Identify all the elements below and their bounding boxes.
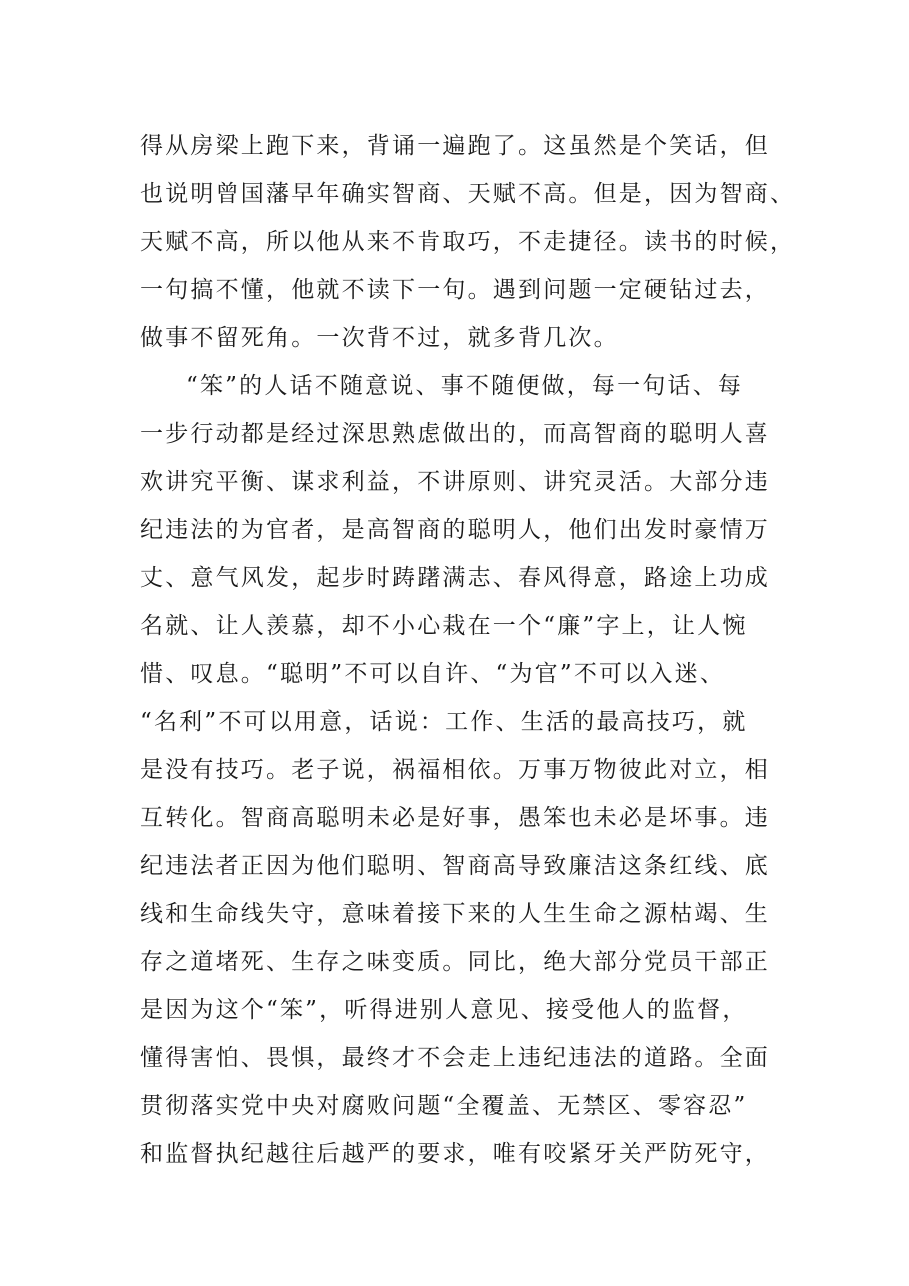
text-line: 名就、让人羡慕，却不小心栽在一个“廉”字上，让人惋 [140, 613, 748, 639]
text-line: “名利”不可以用意，话说：工作、生活的最高技巧，就 [140, 709, 748, 735]
text-line: 存之道堵死、生存之味变质。同比，绝大部分党员干部正 [140, 949, 770, 975]
text-line: 做事不留死角。一次背不过，就多背几次。 [140, 325, 619, 351]
text-line: 是没有技巧。老子说，祸福相依。万事万物彼此对立，相 [140, 757, 770, 783]
text-line: 贯彻落实党中央对腐败问题“全覆盖、无禁区、零容忍” [140, 1093, 748, 1119]
text-line: 懂得害怕、畏惧，最终才不会走上违纪违法的道路。全面 [140, 1045, 770, 1071]
text-line: 纪违法的为官者，是高智商的聪明人，他们出发时豪情万 [140, 517, 770, 543]
text-line: 互转化。智商高聪明未必是好事，愚笨也未必是坏事。违 [140, 805, 770, 831]
text-line: 天赋不高，所以他从来不肯取巧，不走捷径。读书的时候， [140, 229, 796, 255]
text-line: 纪违法者正因为他们聪明、智商高导致廉洁这条红线、底 [140, 853, 770, 879]
text-line: 和监督执纪越往后越严的要求，唯有咬紧牙关严防死守， [140, 1141, 770, 1167]
paragraph-first-line: “笨”的人话不随意说、事不随便做，每一句话、每 [186, 373, 744, 399]
text-line: 丈、意气风发，起步时踌躇满志、春风得意，路途上功成 [140, 565, 770, 591]
text-line: 一步行动都是经过深思熟虑做出的，而高智商的聪明人喜 [140, 421, 770, 447]
text-line: 欢讲究平衡、谋求利益，不讲原则、讲究灵活。大部分违 [140, 469, 770, 495]
text-line: 惜、叹息。“聪明”不可以自许、“为官”不可以入迷、 [140, 661, 726, 687]
text-line: 也说明曾国藩早年确实智商、天赋不高。但是，因为智商、 [140, 181, 796, 207]
text-line: 一句搞不懂，他就不读下一句。遇到问题一定硬钻过去， [140, 277, 770, 303]
text-line: 线和生命线失守，意味着接下来的人生生命之源枯竭、生 [140, 901, 770, 927]
text-line: 得从房梁上跑下来，背诵一遍跑了。这虽然是个笑话，但 [140, 133, 770, 159]
text-line: 是因为这个“笨”，听得进别人意见、接受他人的监督， [140, 997, 748, 1023]
